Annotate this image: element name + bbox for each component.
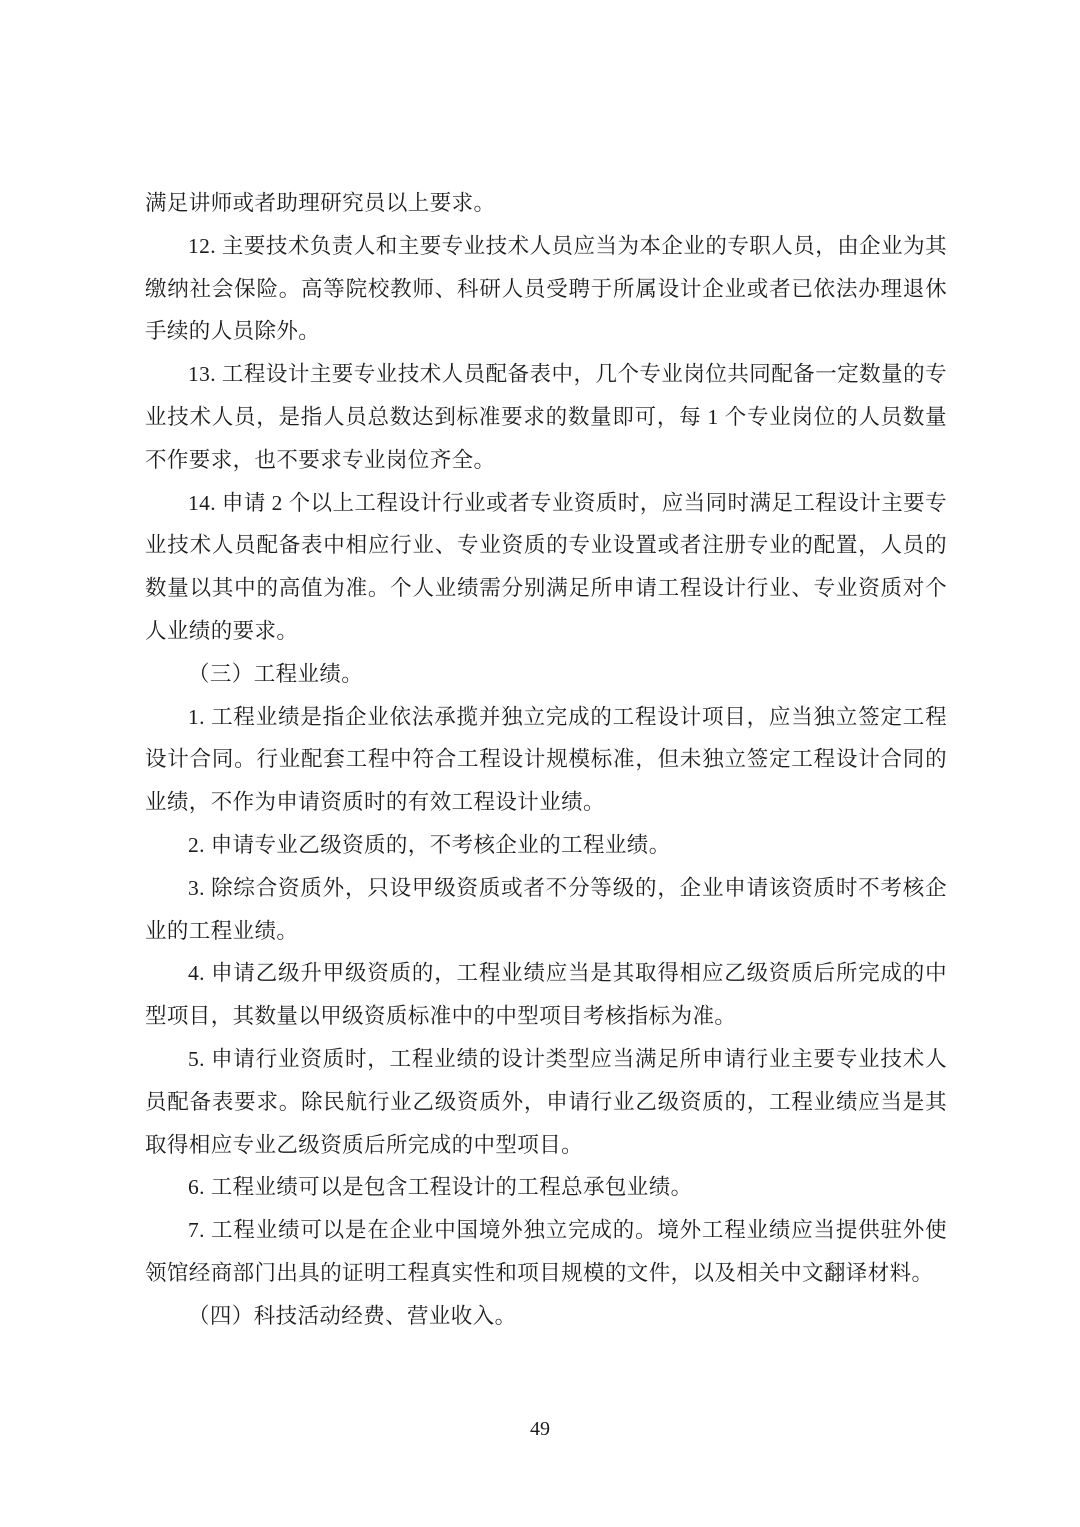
paragraph: （三）工程业绩。 bbox=[188, 661, 364, 686]
paragraph: 满足讲师或者助理研究员以上要求。 bbox=[145, 191, 496, 215]
paragraph: 1. 工程业绩是指企业依法承揽并独立完成的工程设计项目，应当独立签定工程设计合同。行业配套工程中符合工程设计规模标准，但未独立签定工程设计合同的业绩，不作为申请资质时的有效工程设计业绩。 bbox=[145, 704, 947, 815]
paragraph: 5. 申请行业资质时，工程业绩的设计类型应当满足所申请行业主要专业技术人员配备表要求。除民航行业乙级资质外，申请行业乙级资质的，工程业绩应当是其取得相应专业乙级资质后所完成的中型项目。 bbox=[145, 1046, 947, 1157]
paragraph: 4. 申请乙级升甲级资质的，工程业绩应当是其取得相应乙级资质后所完成的中型项目，其数量以甲级资质标准中的中型项目考核指标为准。 bbox=[145, 961, 947, 1029]
paragraph: 13. 工程设计主要专业技术人员配备表中，几个专业岗位共同配备一定数量的专业技术人员，是指人员总数达到标准要求的数量即可，每 1 个专业岗位的人员数量不作要求，也不要求专业岗位齐全。 bbox=[145, 362, 947, 472]
paragraph: 12. 主要技术负责人和主要专业技术人员应当为本企业的专职人员，由企业为其缴纳社会保险。高等院校教师、科研人员受聘于所属设计企业或者已依法办理退休手续的人员除外。 bbox=[145, 233, 947, 344]
document-body bbox=[145, 182, 947, 1338]
paragraph: 2. 申请专业乙级资质的，不考核企业的工程业绩。 bbox=[188, 832, 671, 857]
paragraph: 6. 工程业绩可以是包含工程设计的工程总承包业绩。 bbox=[188, 1175, 693, 1200]
paragraph: 7. 工程业绩可以是在企业中国境外独立完成的。境外工程业绩应当提供驻外使领馆经商部门出具的证明工程真实性和项目规模的文件，以及相关中文翻译材料。 bbox=[145, 1218, 947, 1285]
page-number: 49 bbox=[530, 1418, 550, 1440]
paragraph: （四）科技活动经费、营业收入。 bbox=[188, 1303, 517, 1328]
paragraph: 14. 申请 2 个以上工程设计行业或者专业资质时，应当同时满足工程设计主要专业技术人员配备表中相应行业、专业资质的专业设置或者注册专业的配置，人员的数量以其中的高值为准。个人业绩需分别满足所申请工程设计行业、专业资质对个人业绩的要求。 bbox=[145, 490, 947, 643]
paragraph: 3. 除综合资质外，只设甲级资质或者不分等级的，企业申请该资质时不考核企业的工程业绩。 bbox=[145, 875, 947, 943]
